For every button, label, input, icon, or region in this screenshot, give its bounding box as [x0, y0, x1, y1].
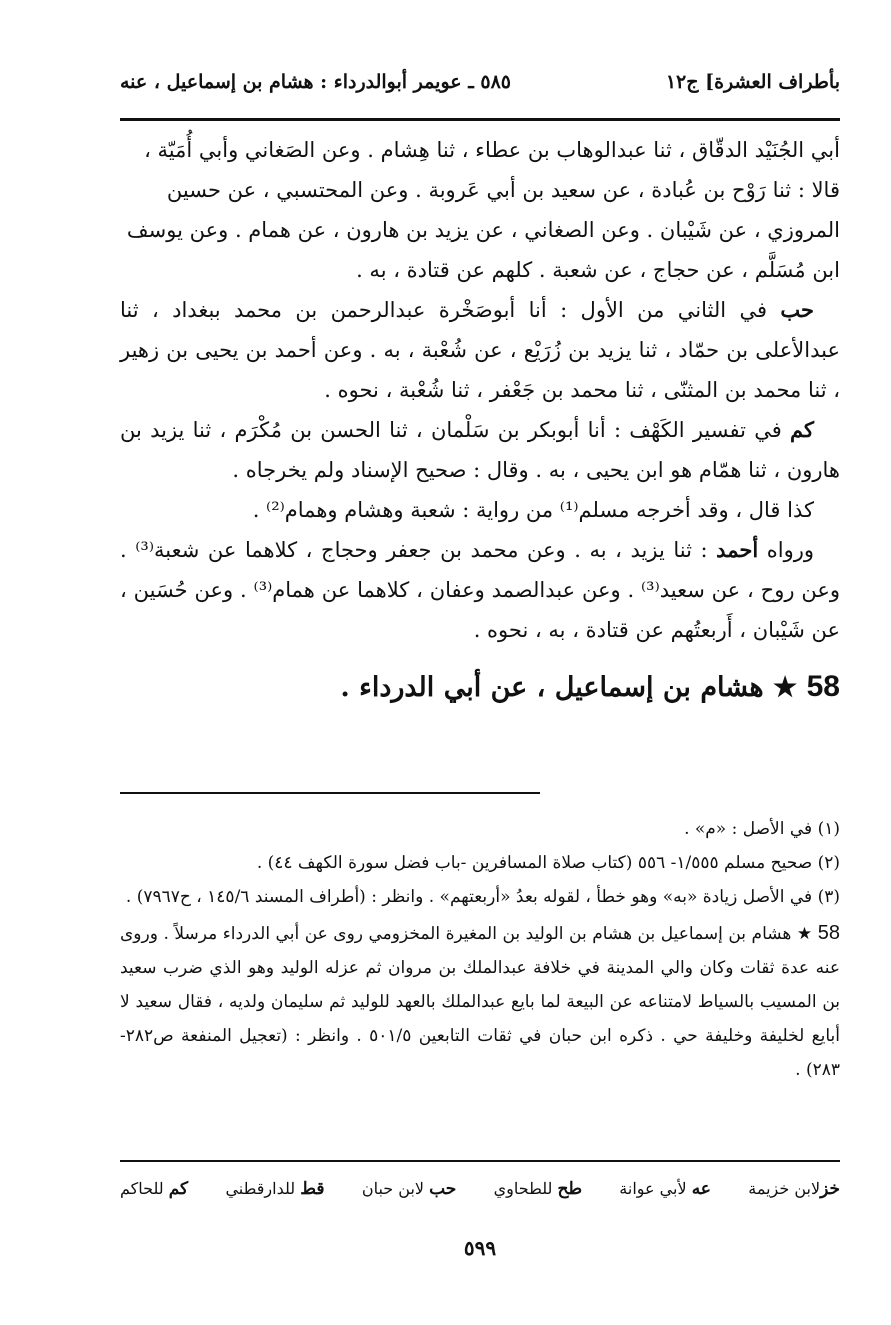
abbreviations-rule	[120, 1160, 840, 1162]
bio-number: 58	[817, 922, 841, 944]
star-icon: ★	[796, 924, 813, 944]
running-head-volume: بأطراف العشرة] ج١٢	[665, 71, 840, 93]
kadha-paragraph: كذا قال ، وقد أخرجه مسلم⁽¹⁾ من رواية : شعبة وهشام وهمام⁽²⁾ .	[252, 498, 814, 522]
abbreviation-name: للدارقطني	[225, 1179, 296, 1198]
abbreviation-name: للحاكم	[120, 1179, 164, 1198]
abbreviation-item	[362, 1174, 456, 1204]
paragraph-prefix: ورواه	[766, 538, 814, 562]
running-head	[120, 64, 840, 100]
source-abbr-km: كم	[790, 417, 814, 442]
source-abbr-hb: حب	[780, 297, 814, 322]
abbreviation-code: حب	[429, 1179, 457, 1199]
text-line: ابن مُسَلَّم ، عن حجاج ، عن شعبة . كلهم عن قتادة ، به .	[356, 258, 840, 282]
text-line: قالا : ثنا رَوْح بن عُبادة ، عن سعيد بن أبي عَروبة . وعن المحتسبي ، عن حسين	[166, 178, 840, 202]
text-line: المروزي ، عن شَيْبان . وعن الصغاني ، عن يزيد بن هارون ، عن همام . وعن يوسف	[126, 218, 840, 242]
abbreviation-name: لأبي عوانة	[619, 1179, 687, 1198]
abbreviations-key	[120, 1174, 840, 1204]
main-text	[120, 130, 840, 715]
bio-text: هشام بن إسماعيل بن هشام بن الوليد بن المغيرة المخزومي روى عن أبي الدرداء مرسلاً . وروى عنه عدة ثقات وكان والي المدينة في خلافة عبدالملك بن مروان ثم عزله الوليد وهو الذي ضرب سعيد بن المسيب بالسياط لامتناعه عن البيعة لما بايع عبدالملك بالعهد للوليد ثم سليمان ولديه ، فقال سعيد لا أبايع لخليفة وخليفة حي . ذكره ابن حبان في ثقات التابعين ٥٠١/٥ . وانظر : (تعجيل المنفعة ص٢٨٢- ٢٨٣) .	[120, 924, 840, 1080]
abbreviation-code: طح	[557, 1179, 582, 1199]
abbreviation-code: كم	[168, 1179, 189, 1199]
header-rule	[120, 118, 840, 121]
ibn-hibban-paragraph	[120, 290, 840, 410]
abbreviation-name: للطحاوي	[493, 1179, 553, 1198]
abbreviation-item	[748, 1174, 840, 1204]
running-head-title: ٥٨٥ ـ عويمر أبوالدرداء : هشام بن إسماعيل ، عنه	[120, 71, 512, 93]
abbreviation-item	[225, 1174, 324, 1204]
footnote-1: (١) في الأصل : «م» .	[684, 819, 840, 839]
entry-heading	[120, 660, 840, 715]
abbreviation-name: لابن حبان	[361, 1179, 425, 1198]
footnote-2: (٢) صحيح مسلم ١/٥٥٥- ٥٥٦ (كتاب صلاة المسافرين -باب فضل سورة الكهف ٤٤) .	[256, 853, 840, 873]
paragraph-text: في الثاني من الأول : أنا أبوصَخْرة عبدالرحمن بن محمد ببغداد ، ثنا عبدالأعلى بن حمّاد ، ثنا يزيد بن زُرَيْع ، عن شُعْبة ، به . وعن أحمد بن يحيى بن زهير ، ثنا محمد بن المثنّى ، ثنا محمد بن جَعْفر ، ثنا شُعْبة ، نحوه .	[120, 298, 840, 402]
entry-number: 58	[806, 670, 840, 703]
text-line: أبي الجُنَيْد الدقّاق ، ثنا عبدالوهاب بن عطاء ، ثنا هِشام . وعن الصَغاني وأبي أُمَيّة ،	[144, 138, 840, 162]
entry-title: هشام بن إسماعيل ، عن أبي الدرداء .	[340, 672, 764, 703]
source-name-ahmad: أحمد	[716, 537, 759, 562]
hakim-paragraph	[120, 410, 840, 490]
page-number: ٥٩٩	[463, 1236, 497, 1260]
abbreviation-item	[494, 1174, 582, 1204]
book-page	[120, 0, 840, 1325]
abbreviation-name: لابن خزيمة	[748, 1179, 821, 1198]
biography-note	[120, 916, 840, 1087]
abbreviation-item	[120, 1174, 188, 1204]
abbreviation-item	[619, 1174, 711, 1204]
abbreviation-code: عه	[691, 1179, 711, 1199]
footnote-rule	[120, 792, 540, 794]
star-icon: ★	[773, 672, 798, 703]
abbreviation-code: خز	[820, 1179, 840, 1199]
footnote-3: (٣) في الأصل زيادة «به» وهو خطأ ، لقوله بعدُ «أربعتهم» . وانظر : (أطراف المسند ١٤٥/٦ ، ح٧٩٦٧) .	[125, 887, 840, 907]
ahmad-paragraph	[120, 530, 840, 650]
paragraph-text: : ثنا يزيد ، به . وعن محمد بن جعفر وحجاج ، كلاهما عن شعبة⁽³⁾ . وعن روح ، عن سعيد⁽³⁾ . وعن عبدالصمد وعفان ، كلاهما عن همام⁽³⁾ . وعن حُسَين ، عن شَيْبان ، أَربعتُهم عن قتادة ، به ، نحوه .	[120, 538, 840, 642]
footnotes	[120, 812, 840, 1087]
abbreviation-code: قط	[300, 1179, 325, 1199]
paragraph-text: في تفسير الكَهْف : أنا أبوبكر بن سَلْمان ، ثنا الحسن بن مُكْرَم ، ثنا يزيد بن هارون ، ثنا همّام هو ابن يحيى ، به . وقال : صحيح الإسناد ولم يخرجاه .	[120, 418, 840, 482]
